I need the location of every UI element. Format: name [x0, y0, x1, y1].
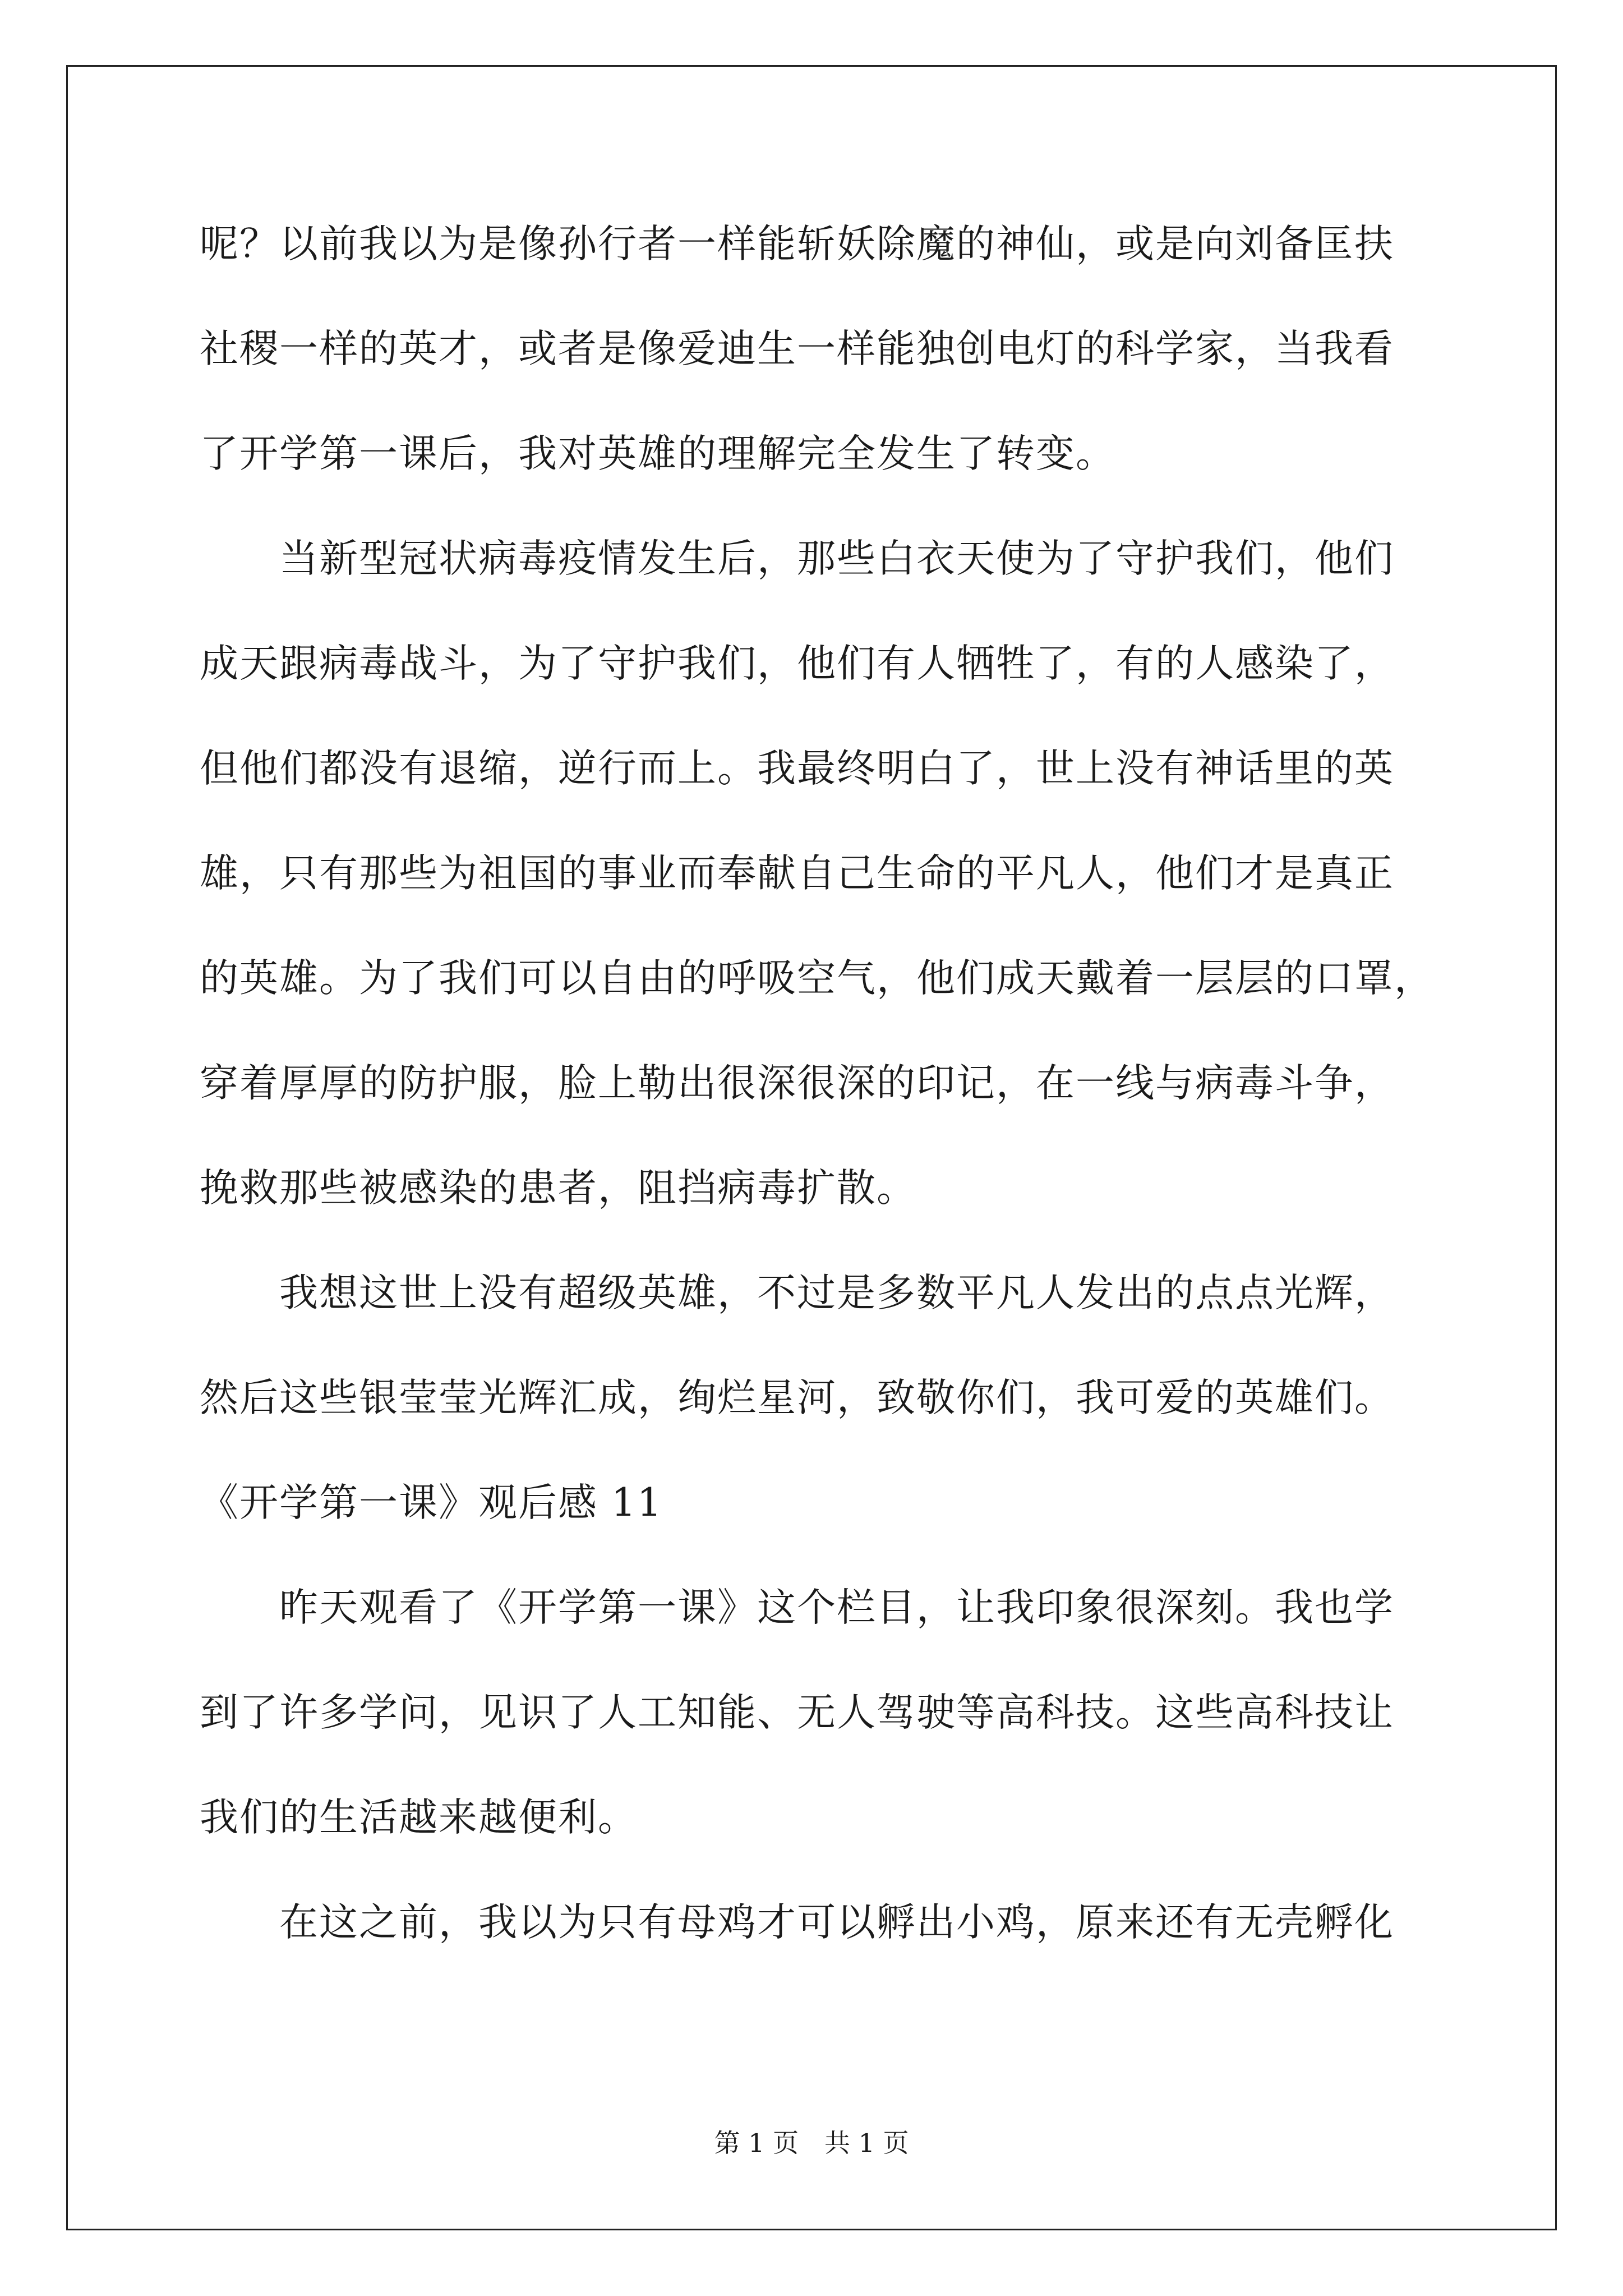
page-number: 第 1 页 共 1 页: [714, 2128, 909, 2158]
text-line: 的英雄。为了我们可以自由的呼吸空气，他们成天戴着一层层的口罩，: [200, 956, 1434, 1001]
text-line: 社稷一样的英才，或者是像爱迪生一样能独创电灯的科学家，当我看: [200, 326, 1394, 371]
text-line: 当新型冠状病毒疫情发生后，那些白衣天使为了守护我们，他们: [200, 536, 1394, 581]
text-line: 我们的生活越来越便利。: [200, 1795, 638, 1840]
text-line: 了开学第一课后，我对英雄的理解完全发生了转变。: [200, 431, 1115, 476]
text-line: 然后这些银莹莹光辉汇成，绚烂星河，致敬你们，我可爱的英雄们。: [200, 1375, 1394, 1420]
page-footer: [0, 2126, 1623, 2160]
text-line: 我想这世上没有超级英雄，不过是多数平凡人发出的点点光辉，: [200, 1271, 1394, 1315]
text-line: 呢？以前我以为是像孙行者一样能斩妖除魔的神仙，或是向刘备匡扶: [200, 222, 1394, 266]
section-heading: 《开学第一课》观后感 11: [200, 1480, 663, 1525]
text-line: 穿着厚厚的防护服，脸上勒出很深很深的印记，在一线与病毒斗争，: [200, 1061, 1394, 1106]
text-line: 昨天观看了《开学第一课》这个栏目，让我印象很深刻。我也学: [200, 1585, 1394, 1630]
text-line: 在这之前，我以为只有母鸡才可以孵出小鸡，原来还有无壳孵化: [200, 1900, 1394, 1945]
text-line: 但他们都没有退缩，逆行而上。我最终明白了，世上没有神话里的英: [200, 746, 1394, 791]
text-line: 到了许多学问，见识了人工知能、无人驾驶等高科技。这些高科技让: [200, 1690, 1394, 1735]
text-line: 成天跟病毒战斗，为了守护我们，他们有人牺牲了，有的人感染了，: [200, 641, 1394, 686]
text-line: 雄，只有那些为祖国的事业而奉献自己生命的平凡人，他们才是真正: [200, 851, 1394, 896]
text-line: 挽救那些被感染的患者，阻挡病毒扩散。: [200, 1166, 916, 1211]
